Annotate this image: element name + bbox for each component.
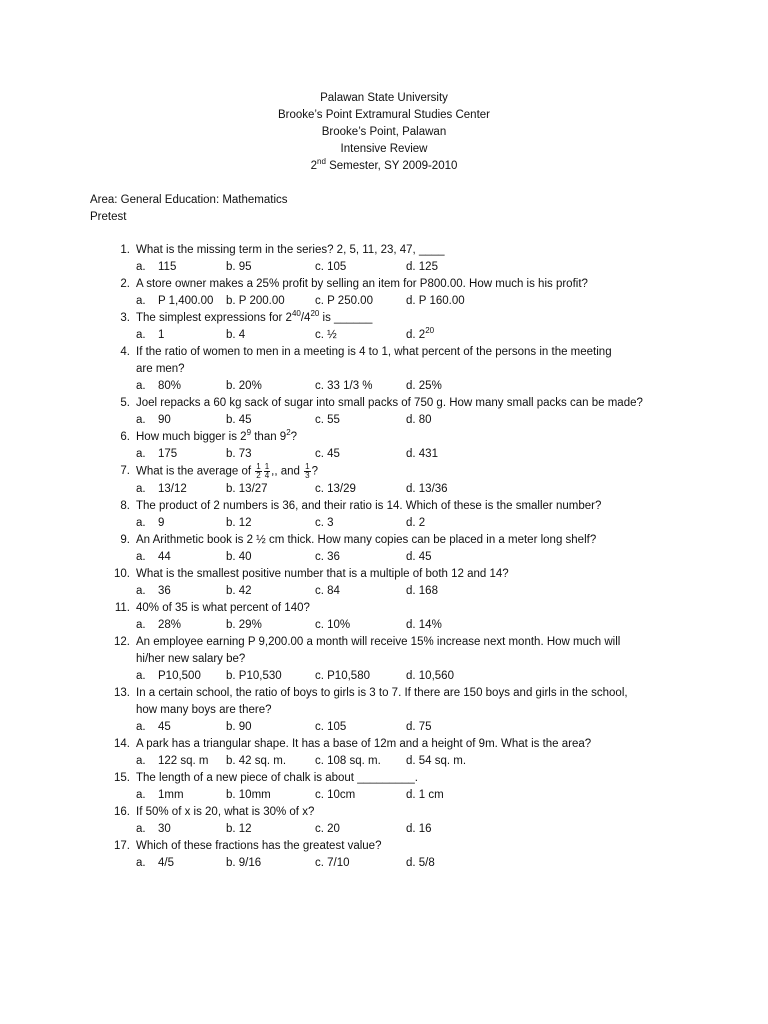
option-value: 30	[158, 822, 171, 835]
question-text: Which of these fractions has the greatest value?	[136, 839, 382, 852]
test-meta	[90, 192, 288, 226]
answer-options	[136, 549, 702, 566]
question-text-continued: are men?	[136, 363, 185, 375]
option-c	[315, 327, 337, 344]
option-value: b. 42	[226, 584, 252, 597]
question-text: What is the average of $\frac{1}{2}$ $\frac{1}{4}$ ,, and $\frac{1}{3}$ ?	[136, 462, 319, 480]
option-d	[406, 293, 465, 310]
option-value: c. 105	[315, 261, 347, 273]
option-b	[226, 378, 262, 395]
question-item	[112, 395, 702, 429]
question-text-part: ?	[290, 431, 298, 443]
answer-options	[136, 412, 702, 429]
question-text-part: , and	[274, 465, 304, 478]
question-text: The length of a new piece of chalk is about _________.	[136, 771, 418, 784]
test-label: Pretest	[90, 211, 127, 223]
fraction-denominator: 3	[305, 471, 310, 480]
option-d	[406, 821, 432, 838]
option-a	[136, 583, 171, 600]
option-value: c. 3	[315, 516, 334, 529]
question-number: 10.	[114, 567, 130, 580]
option-value: d. 25%	[406, 380, 442, 392]
option-value: d. 431	[406, 448, 438, 460]
option-value: b. 42 sq. m.	[226, 754, 287, 767]
option-value: b. 40	[226, 550, 252, 563]
question-text: An Arithmetic book is 2 ½ cm thick. How many copies can be placed in a meter long shelf?	[136, 533, 597, 546]
question-item	[112, 498, 702, 532]
option-d	[406, 617, 442, 634]
university-name: Palawan State University	[320, 92, 448, 104]
question-text-continued: hi/her new salary be?	[136, 652, 246, 665]
option-c	[315, 549, 340, 566]
option-value: 1	[158, 329, 165, 341]
option-c	[315, 583, 340, 600]
option-a	[136, 446, 177, 463]
option-value: P 1,400.00	[158, 295, 214, 307]
option-a	[136, 412, 171, 429]
option-letter: a.	[136, 754, 146, 767]
option-a	[136, 719, 171, 736]
option-value: d. 1 cm	[406, 788, 444, 801]
question-text-part: The simplest expressions for 2	[136, 312, 292, 324]
option-c	[315, 617, 350, 634]
option-letter: a.	[136, 261, 146, 273]
question-text: An employee earning P 9,200.00 a month will receive 15% increase next month. How much will	[136, 635, 621, 648]
option-c	[315, 821, 340, 838]
center-name: Brooke’s Point Extramural Studies Center	[278, 109, 490, 121]
option-value: 175	[158, 448, 178, 460]
question-text-continued: how many boys are there?	[136, 703, 272, 716]
answer-options	[136, 293, 702, 310]
option-d	[406, 787, 444, 804]
option-a	[136, 515, 164, 532]
question-number: 6.	[120, 431, 130, 443]
semester-text: Semester, SY 2009-2010	[325, 160, 458, 172]
option-value: 115	[158, 261, 177, 273]
question-item	[112, 310, 702, 344]
question-text-part: How much bigger is 2	[136, 431, 247, 443]
option-value: c. 55	[315, 414, 340, 426]
question-number: 4.	[120, 346, 130, 358]
question-text-part: is ______	[319, 312, 373, 324]
option-value: d. 2	[406, 329, 426, 341]
option-d	[406, 259, 438, 276]
option-letter: a.	[136, 329, 146, 341]
option-value: 90	[158, 414, 171, 426]
option-letter: a.	[136, 414, 146, 426]
option-value: d. 80	[406, 414, 432, 426]
option-letter: a.	[136, 482, 146, 495]
semester-line	[0, 158, 768, 175]
question-number: 16.	[114, 805, 130, 818]
option-c	[315, 787, 355, 804]
option-value: b. 4	[226, 329, 246, 341]
option-d	[406, 327, 434, 344]
option-value: 1mm	[158, 788, 184, 801]
option-d	[406, 446, 438, 463]
question-number: 9.	[120, 533, 130, 546]
option-letter: a.	[136, 618, 146, 631]
question-item	[112, 344, 702, 395]
option-a	[136, 753, 209, 770]
question-item	[112, 736, 702, 770]
question-number: 7.	[120, 465, 130, 477]
fraction-denominator: 2	[256, 471, 261, 480]
option-letter: a.	[136, 550, 146, 563]
option-b	[226, 327, 245, 344]
option-value: d. 10,560	[406, 669, 454, 682]
option-value: b. 12	[226, 822, 252, 835]
option-value: d. 75	[406, 720, 432, 733]
option-c	[315, 855, 350, 872]
option-value: 9	[158, 516, 165, 529]
option-d	[406, 583, 438, 600]
answer-options	[136, 668, 702, 685]
question-text: What is the smallest positive number that is a multiple of both 12 and 14?	[136, 567, 509, 580]
option-d	[406, 719, 432, 736]
option-value: d. 168	[406, 584, 438, 597]
question-text: The product of 2 numbers is 36, and their ratio is 14. Which of these is the smaller number?	[136, 499, 602, 512]
option-d	[406, 481, 448, 498]
question-text: A store owner makes a 25% profit by selling an item for P800.00. How much is his profit?	[136, 278, 588, 290]
question-number: 3.	[120, 312, 130, 324]
option-value: b. 45	[226, 414, 252, 426]
option-letter: a.	[136, 788, 146, 801]
option-c	[315, 719, 346, 736]
semester-number: 2	[310, 160, 317, 172]
question-number: 1.	[120, 244, 130, 256]
answer-options	[136, 719, 702, 736]
answer-options	[136, 821, 702, 838]
question-text: What is the missing term in the series? 2, 5, 11, 23, 47, ____	[136, 244, 445, 256]
option-a	[136, 821, 171, 838]
exponent: 20	[425, 326, 435, 336]
option-b	[226, 515, 252, 532]
fraction-numerator: 1	[305, 462, 310, 471]
question-text: In a certain school, the ratio of boys to girls is 3 to 7. If there are 150 boys and girls in the school,	[136, 686, 628, 699]
option-c	[315, 668, 370, 685]
question-text: 40% of 35 is what percent of 140?	[136, 601, 310, 614]
option-b	[226, 617, 262, 634]
option-value: c. 108 sq. m.	[315, 754, 381, 767]
question-number: 13.	[114, 686, 130, 699]
question-text	[136, 429, 702, 446]
option-c	[315, 753, 381, 770]
option-value: b. 20%	[226, 380, 262, 392]
option-a	[136, 668, 201, 685]
option-b	[226, 753, 286, 770]
option-value: c. 105	[315, 720, 347, 733]
option-b	[226, 583, 252, 600]
option-letter: a.	[136, 856, 146, 869]
option-letter: a.	[136, 822, 146, 835]
option-value: b. 29%	[226, 618, 262, 631]
option-letter: a.	[136, 516, 146, 529]
option-value: d. 125	[406, 261, 438, 273]
question-text: A park has a triangular shape. It has a base of 12m and a height of 9m. What is the area?	[136, 737, 592, 750]
question-text-part: than 9	[251, 431, 287, 443]
question-number: 15.	[114, 771, 130, 784]
answer-options	[136, 378, 702, 395]
question-text-part: ?	[311, 465, 319, 478]
option-b	[226, 855, 261, 872]
answer-options	[136, 259, 702, 276]
option-value: c. 20	[315, 822, 340, 835]
fraction-denominator: 4	[264, 471, 270, 480]
fraction	[304, 463, 310, 480]
question-item	[112, 242, 702, 276]
option-c	[315, 481, 356, 498]
option-value: b. P10,530	[226, 669, 282, 682]
option-value: c. 45	[315, 448, 340, 460]
fraction-numerator: 1	[256, 462, 261, 471]
option-value: b. 73	[226, 448, 252, 460]
option-value: c. P 250.00	[315, 295, 373, 307]
fraction	[255, 463, 261, 480]
answer-options	[136, 515, 702, 532]
location: Brooke’s Point, Palawan	[321, 126, 447, 138]
option-letter: a.	[136, 584, 146, 597]
question-item	[112, 634, 702, 685]
question-item	[112, 566, 702, 600]
option-value: 122 sq. m	[158, 754, 209, 767]
question-text-part: What is the average of	[136, 465, 255, 478]
option-a	[136, 293, 213, 310]
question-number: 17.	[114, 839, 130, 852]
option-value: c. 33 1/3 %	[315, 380, 373, 392]
option-value: d. 14%	[406, 618, 442, 631]
option-b	[226, 259, 252, 276]
question-item	[112, 532, 702, 566]
option-value: b. 12	[226, 516, 252, 529]
question-number: 14.	[114, 737, 130, 750]
question-text-part: /4	[300, 312, 311, 324]
answer-options	[136, 855, 702, 872]
question-text: If 50% of x is 20, what is 30% of x?	[136, 805, 315, 818]
option-a	[136, 327, 164, 344]
question-text: If the ratio of women to men in a meeting is 4 to 1, what percent of the persons in the meeting	[136, 346, 612, 358]
option-value: 45	[158, 720, 171, 733]
option-b	[226, 412, 252, 429]
option-c	[315, 378, 373, 395]
answer-options	[136, 753, 702, 770]
option-value: 4/5	[158, 856, 174, 869]
option-letter: a.	[136, 380, 146, 392]
exponent: 2	[286, 428, 291, 438]
option-value: d. 2	[406, 516, 426, 529]
question-number: 8.	[120, 499, 130, 512]
option-value: 36	[158, 584, 171, 597]
option-value: c. 84	[315, 584, 340, 597]
question-item	[112, 276, 702, 310]
area-label: Area: General Education: Mathematics	[90, 194, 288, 206]
option-b	[226, 293, 285, 310]
answer-options	[136, 327, 702, 344]
option-d	[406, 515, 425, 532]
option-c	[315, 259, 346, 276]
option-letter: a.	[136, 295, 146, 307]
option-a	[136, 617, 181, 634]
option-value: c. 13/29	[315, 482, 356, 495]
option-a	[136, 787, 184, 804]
question-item	[112, 770, 702, 804]
option-value: d. 5/8	[406, 856, 435, 869]
question-number: 11.	[114, 601, 130, 614]
option-value: b. 10mm	[226, 788, 271, 801]
exponent: 40	[291, 309, 301, 319]
question-text	[136, 310, 702, 327]
question-item	[112, 804, 702, 838]
question-item	[112, 838, 702, 872]
option-value: d. 54 sq. m.	[406, 754, 467, 767]
option-value: b. 95	[226, 261, 252, 273]
option-b	[226, 719, 252, 736]
option-c	[315, 293, 373, 310]
question-item	[112, 429, 702, 463]
option-d	[406, 855, 435, 872]
answer-options	[136, 481, 702, 498]
option-d	[406, 378, 442, 395]
option-b	[226, 787, 271, 804]
review-title: Intensive Review	[340, 143, 428, 155]
option-b	[226, 549, 252, 566]
answer-options	[136, 617, 702, 634]
option-value: b. 9/16	[226, 856, 262, 869]
option-value: d. 13/36	[406, 482, 448, 495]
option-letter: a.	[136, 720, 146, 733]
option-value: d. P 160.00	[406, 295, 465, 307]
option-a	[136, 549, 171, 566]
question-number: 5.	[120, 397, 130, 409]
option-value: P10,500	[158, 669, 201, 682]
option-c	[315, 515, 334, 532]
option-value: b. 90	[226, 720, 252, 733]
option-value: d. 45	[406, 550, 432, 563]
option-c	[315, 446, 340, 463]
option-value: c. 10%	[315, 618, 351, 631]
option-c	[315, 412, 340, 429]
question-item	[112, 685, 702, 736]
option-value: b. P 200.00	[226, 295, 285, 307]
option-value: c. 10cm	[315, 788, 356, 801]
option-a	[136, 855, 174, 872]
answer-options	[136, 446, 702, 463]
option-a	[136, 481, 187, 498]
option-d	[406, 753, 466, 770]
option-d	[406, 549, 432, 566]
option-b	[226, 481, 268, 498]
question-item	[112, 463, 702, 498]
exponent: 20	[310, 309, 320, 319]
option-d	[406, 412, 432, 429]
question-number: 2.	[120, 278, 130, 290]
option-value: c. 36	[315, 550, 340, 563]
question-text: Joel repacks a 60 kg sack of sugar into small packs of 750 g. How many small packs can be made?	[136, 397, 643, 409]
fraction-numerator: 1	[264, 462, 270, 471]
question-item	[112, 600, 702, 634]
option-a	[136, 378, 181, 395]
option-value: 13/12	[158, 482, 187, 495]
option-value: d. 16	[406, 822, 432, 835]
option-d	[406, 668, 454, 685]
question-list	[112, 242, 702, 872]
option-value: c. ½	[315, 329, 337, 341]
exponent: 9	[246, 428, 252, 438]
option-value: b. 13/27	[226, 482, 268, 495]
option-a	[136, 259, 176, 276]
document-header	[0, 90, 768, 175]
option-value: c. 7/10	[315, 856, 350, 869]
answer-options	[136, 583, 702, 600]
option-b	[226, 446, 252, 463]
fraction	[264, 463, 270, 480]
option-letter: a.	[136, 448, 146, 460]
option-letter: a.	[136, 669, 146, 682]
option-value: 28%	[158, 618, 182, 631]
option-value: c. P10,580	[315, 669, 370, 682]
answer-options	[136, 787, 702, 804]
semester-suffix: nd	[317, 157, 326, 167]
option-b	[226, 821, 252, 838]
option-value: 44	[158, 550, 171, 563]
option-b	[226, 668, 282, 685]
question-number: 12.	[114, 635, 130, 648]
option-value: 80%	[158, 380, 182, 392]
